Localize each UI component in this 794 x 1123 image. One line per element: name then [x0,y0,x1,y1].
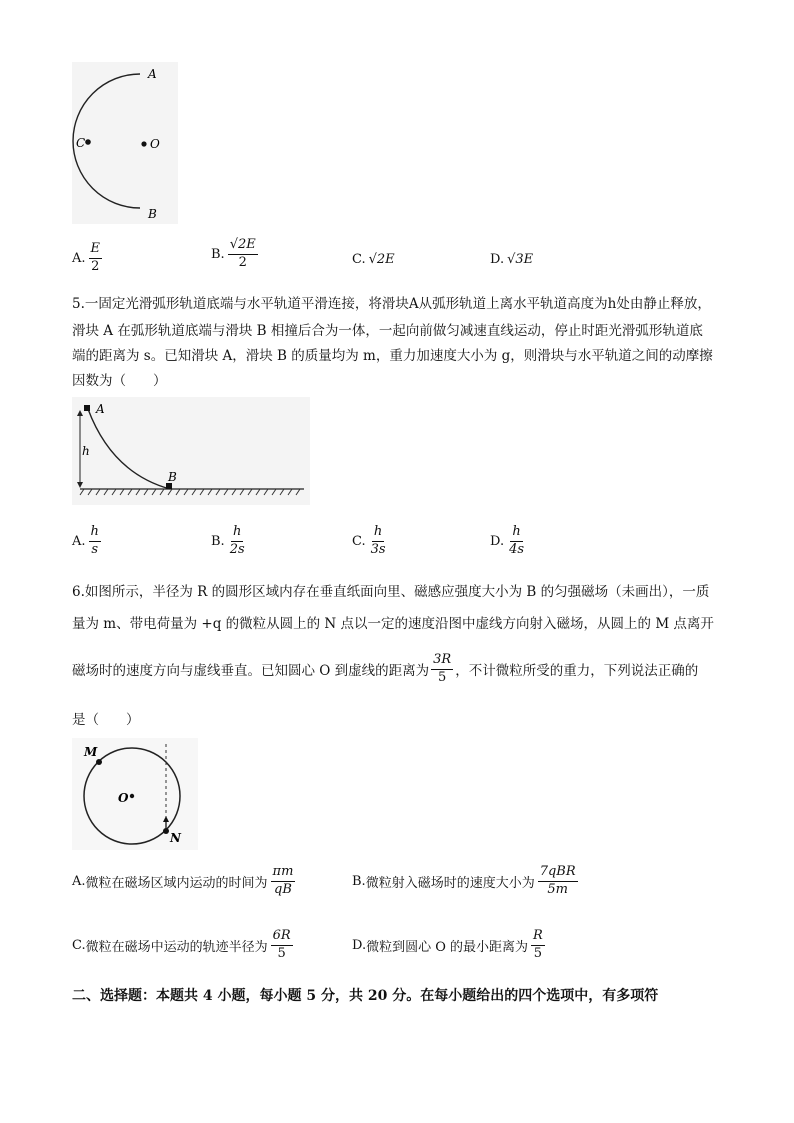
q6-option-a[interactable] [72,865,295,898]
fraction-denominator: 5 [277,945,286,961]
fraction-numerator: R [531,929,545,946]
option-letter: D. [490,252,505,267]
fraction-numerator: h [510,525,522,542]
q5-figure [72,397,310,505]
fraction-denominator: 5m [547,881,568,897]
q6-line-3-end: ，不计微粒所受的重力，下列说法正确的 [455,663,699,680]
fraction-denominator: 2 [91,258,100,274]
option-fraction [228,238,258,271]
label-a: A [96,402,105,416]
option-letter: D. [352,937,367,953]
option-fraction [89,525,101,558]
q4-option-c[interactable] [352,252,395,267]
fraction-numerator: E [89,242,103,259]
q5-line-2: 滑块 A 在弧形轨道底端与滑块 B 相撞后合为一体，一起向前做匀减速直线运动，停止时距光滑弧形轨道底 [72,323,703,339]
option-fraction [531,929,545,962]
q5-line-3: 端的距离为 s。已知滑块 A，滑块 B 的质量均为 m，重力加速度大小为 g，则滑块与水平轨道之间的动摩擦 [72,348,713,364]
q4-option-d[interactable] [490,252,533,267]
semicircle-diagram [72,62,178,224]
velocity-arrow-head [163,816,169,822]
option-fraction [507,525,526,558]
fraction-numerator: πm [271,865,296,882]
option-letter: C. [352,533,366,549]
option-text: 微粒在磁场区域内运动的时间为 [85,875,268,891]
q4-option-b[interactable] [211,238,258,271]
option-fraction [369,525,388,558]
label-c: C [76,136,86,150]
fraction-numerator: 6R [271,929,293,946]
option-fraction [271,929,293,962]
q6-figure [72,738,198,850]
option-letter: B. [352,873,366,889]
label-n: N [170,831,181,845]
point-o [130,794,134,798]
q5-line-4: 因数为（ ） [72,373,167,389]
section-2-heading: 二、选择题：本题共 4 小题，每小题 5 分，共 20 分。在每小题给出的四个选项中，有多项符 [72,988,659,1004]
label-m: M [84,745,98,759]
option-letter: A. [72,250,86,266]
fraction-denominator: 4s [509,541,525,557]
option-letter: C. [352,252,366,267]
distance-fraction [431,653,453,686]
q5-option-c[interactable] [352,525,388,558]
q6-option-b[interactable] [352,865,578,898]
ground-hatch [80,489,300,495]
point-m [96,759,102,765]
option-letter: A. [72,533,86,549]
option-text: 微粒到圆心 O 的最小距离为 [366,939,529,955]
label-o: O [150,137,160,151]
option-text: 微粒在磁场中运动的轨迹半径为 [85,939,268,955]
fraction-denominator: qB [274,881,292,897]
q6-line-2: 量为 m、带电荷量为 +q 的微粒从圆上的 N 点以一定的速度沿图中虚线方向射入磁场，从圆上的 M 点离开 [72,616,714,632]
label-b: B [148,207,157,221]
option-text: 微粒射入磁场时的速度大小为 [365,875,535,891]
point-n [163,828,169,834]
fraction-numerator: √2E [228,238,258,255]
label-b: B [168,470,177,484]
ramp-diagram [72,397,310,505]
ramp-curve [88,409,170,489]
point-c [85,139,91,145]
option-fraction [89,242,103,275]
q6-line-3 [72,653,698,686]
option-value: √3E [507,252,534,267]
option-letter: C. [72,937,86,953]
q5-option-a[interactable] [72,525,101,558]
q5-option-b[interactable] [211,525,247,558]
fraction-denominator: 2 [238,254,247,270]
option-letter: A. [72,873,86,889]
fraction-denominator: 5 [438,669,447,685]
height-arrow-head-top [77,410,83,416]
q5-option-d[interactable] [490,525,526,558]
fraction-denominator: 3s [370,541,386,557]
q6-option-d[interactable] [352,929,545,962]
q6-line-4: 是（ ） [72,712,140,728]
q6-line-3-start: 磁场时的速度方向与虚线垂直。已知圆心 O 到虚线的距离为 [72,663,430,680]
option-fraction [271,865,296,898]
label-o: O [118,791,129,805]
point-o [141,141,146,146]
fraction-denominator: 2s [229,541,245,557]
fraction-denominator: s [91,541,99,557]
q6-line-1: 6.如图所示，半径为 R 的圆形区域内存在垂直纸面向里、磁感应强度大小为 B 的匀强磁场（未画出），一质 [72,584,710,600]
option-value: √2E [368,252,395,267]
fraction-numerator: 3R [431,653,453,670]
height-arrow-head-bottom [77,482,83,488]
option-letter: B. [211,246,225,262]
fraction-numerator: h [372,525,384,542]
block-a [84,405,90,411]
q5-line-1: 5.一固定光滑弧形轨道底端与水平轨道平滑连接，将滑块A从弧形轨道上离水平轨道高度为h处由静止释放， [72,296,711,312]
option-letter: B. [211,533,225,549]
label-h: h [82,444,90,458]
magnetic-field-diagram [72,738,198,850]
fraction-numerator: 7qBR [538,865,578,882]
option-fraction [228,525,247,558]
q6-option-c[interactable] [72,929,293,962]
fraction-numerator: h [231,525,243,542]
q4-option-a[interactable] [72,242,102,275]
option-letter: D. [490,533,505,549]
fraction-denominator: 5 [533,945,543,961]
q4-figure [72,62,178,224]
label-a: A [148,67,157,81]
fraction-numerator: h [89,525,101,542]
option-fraction [538,865,578,898]
